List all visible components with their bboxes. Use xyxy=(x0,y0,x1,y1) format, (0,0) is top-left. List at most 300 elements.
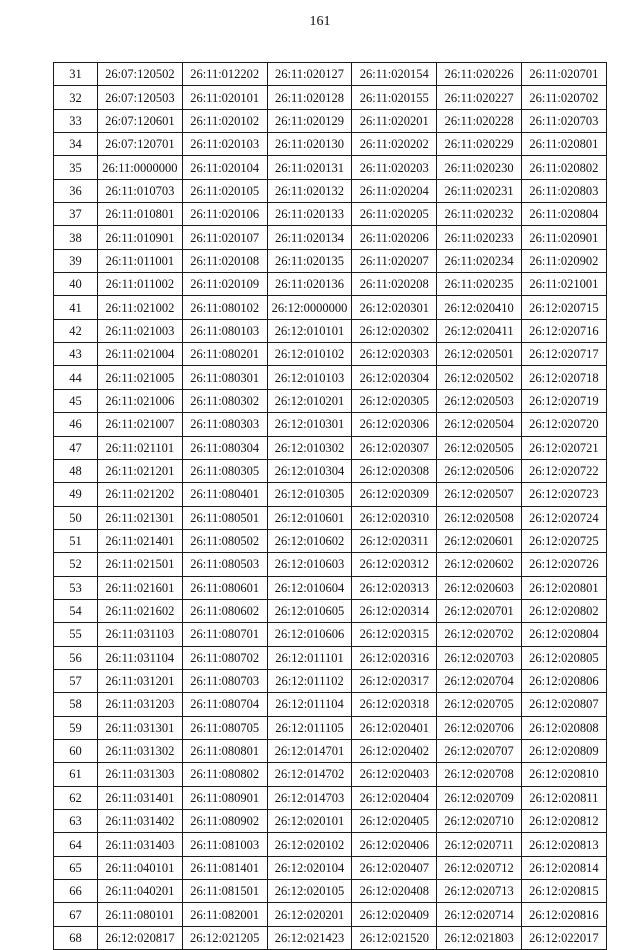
row-number-cell: 58 xyxy=(54,693,98,716)
cadastral-code-cell: 26:12:020701 xyxy=(437,599,522,622)
cadastral-code-cell: 26:11:020901 xyxy=(521,226,606,249)
cadastral-code-cell: 26:11:080305 xyxy=(182,459,267,482)
cadastral-code-cell: 26:12:020408 xyxy=(352,880,437,903)
cadastral-code-cell: 26:12:020806 xyxy=(521,669,606,692)
cadastral-code-cell: 26:11:031402 xyxy=(98,810,183,833)
cadastral-code-cell: 26:11:031301 xyxy=(98,716,183,739)
cadastral-code-cell: 26:12:011105 xyxy=(267,716,352,739)
cadastral-code-cell: 26:12:020815 xyxy=(521,880,606,903)
cadastral-code-cell: 26:11:020109 xyxy=(182,273,267,296)
cadastral-code-cell: 26:11:020235 xyxy=(437,273,522,296)
cadastral-code-cell: 26:12:014703 xyxy=(267,786,352,809)
cadastral-code-cell: 26:11:020804 xyxy=(521,203,606,226)
cadastral-code-cell: 26:12:020404 xyxy=(352,786,437,809)
cadastral-code-cell: 26:12:020711 xyxy=(437,833,522,856)
cadastral-code-cell: 26:12:020403 xyxy=(352,763,437,786)
table-row xyxy=(54,810,607,833)
cadastral-code-cell: 26:11:020136 xyxy=(267,273,352,296)
cadastral-code-cell: 26:12:020303 xyxy=(352,343,437,366)
cadastral-code-cell: 26:12:021803 xyxy=(437,926,522,949)
cadastral-code-cell: 26:12:020714 xyxy=(437,903,522,926)
row-number-cell: 56 xyxy=(54,646,98,669)
cadastral-code-cell: 26:11:080702 xyxy=(182,646,267,669)
cadastral-code-cell: 26:12:020305 xyxy=(352,389,437,412)
cadastral-code-cell: 26:12:020306 xyxy=(352,413,437,436)
cadastral-code-cell: 26:12:020601 xyxy=(437,529,522,552)
cadastral-code-cell: 26:11:020203 xyxy=(352,156,437,179)
table-row xyxy=(54,646,607,669)
cadastral-code-cell: 26:12:0000000 xyxy=(267,296,352,319)
table-row xyxy=(54,856,607,879)
cadastral-code-cell: 26:12:010606 xyxy=(267,623,352,646)
cadastral-code-cell: 26:12:010302 xyxy=(267,436,352,459)
row-number-cell: 57 xyxy=(54,669,98,692)
cadastral-code-cell: 26:11:081003 xyxy=(182,833,267,856)
cadastral-code-cell: 26:11:040201 xyxy=(98,880,183,903)
cadastral-code-cell: 26:11:020703 xyxy=(521,109,606,132)
table-row xyxy=(54,63,607,86)
cadastral-code-cell: 26:12:020814 xyxy=(521,856,606,879)
cadastral-code-cell: 26:12:020715 xyxy=(521,296,606,319)
cadastral-code-cell: 26:12:011101 xyxy=(267,646,352,669)
table-row xyxy=(54,693,607,716)
cadastral-code-cell: 26:12:020311 xyxy=(352,529,437,552)
cadastral-code-cell: 26:11:021001 xyxy=(521,273,606,296)
row-number-cell: 48 xyxy=(54,459,98,482)
table-row xyxy=(54,763,607,786)
cadastral-code-cell: 26:11:020101 xyxy=(182,86,267,109)
cadastral-code-cell: 26:07:120701 xyxy=(98,133,183,156)
row-number-cell: 40 xyxy=(54,273,98,296)
cadastral-code-cell: 26:12:020704 xyxy=(437,669,522,692)
cadastral-code-cell: 26:11:031103 xyxy=(98,623,183,646)
cadastral-code-cell: 26:11:0000000 xyxy=(98,156,183,179)
row-number-cell: 38 xyxy=(54,226,98,249)
row-number-cell: 41 xyxy=(54,296,98,319)
cadastral-code-cell: 26:12:020720 xyxy=(521,413,606,436)
row-number-cell: 39 xyxy=(54,249,98,272)
cadastral-code-cell: 26:11:020208 xyxy=(352,273,437,296)
cadastral-code-cell: 26:11:010901 xyxy=(98,226,183,249)
cadastral-code-cell: 26:12:020810 xyxy=(521,763,606,786)
cadastral-code-cell: 26:12:020101 xyxy=(267,810,352,833)
row-number-cell: 66 xyxy=(54,880,98,903)
table-row xyxy=(54,296,607,319)
table-row xyxy=(54,483,607,506)
cadastral-code-cell: 26:11:021003 xyxy=(98,319,183,342)
cadastral-code-cell: 26:12:020708 xyxy=(437,763,522,786)
row-number-cell: 65 xyxy=(54,856,98,879)
cadastral-code-cell: 26:11:020234 xyxy=(437,249,522,272)
table-row xyxy=(54,459,607,482)
cadastral-code-cell: 26:12:020506 xyxy=(437,459,522,482)
cadastral-code-cell: 26:11:020227 xyxy=(437,86,522,109)
cadastral-code-cell: 26:12:020401 xyxy=(352,716,437,739)
cadastral-code-cell: 26:11:080701 xyxy=(182,623,267,646)
cadastral-code-cell: 26:12:020410 xyxy=(437,296,522,319)
cadastral-code-cell: 26:11:020228 xyxy=(437,109,522,132)
cadastral-code-cell: 26:11:080601 xyxy=(182,576,267,599)
cadastral-code-cell: 26:11:020108 xyxy=(182,249,267,272)
row-number-cell: 32 xyxy=(54,86,98,109)
cadastral-code-cell: 26:12:020503 xyxy=(437,389,522,412)
row-number-cell: 55 xyxy=(54,623,98,646)
cadastral-code-cell: 26:12:020809 xyxy=(521,739,606,762)
cadastral-code-cell: 26:12:020816 xyxy=(521,903,606,926)
table-row xyxy=(54,226,607,249)
cadastral-code-cell: 26:12:020201 xyxy=(267,903,352,926)
cadastral-code-cell: 26:12:020309 xyxy=(352,483,437,506)
table-row xyxy=(54,366,607,389)
cadastral-code-cell: 26:11:020701 xyxy=(521,63,606,86)
cadastral-code-cell: 26:11:031201 xyxy=(98,669,183,692)
cadastral-code-cell: 26:11:020135 xyxy=(267,249,352,272)
cadastral-code-cell: 26:12:020712 xyxy=(437,856,522,879)
cadastral-code-cell: 26:11:020128 xyxy=(267,86,352,109)
row-number-cell: 60 xyxy=(54,739,98,762)
cadastral-code-cell: 26:12:020402 xyxy=(352,739,437,762)
cadastral-code-cell: 26:12:020811 xyxy=(521,786,606,809)
cadastral-code-cell: 26:11:020105 xyxy=(182,179,267,202)
cadastral-code-cell: 26:11:080501 xyxy=(182,506,267,529)
table-row xyxy=(54,576,607,599)
cadastral-code-cell: 26:12:020603 xyxy=(437,576,522,599)
cadastral-code-cell: 26:11:080704 xyxy=(182,693,267,716)
table-row xyxy=(54,716,607,739)
row-number-cell: 62 xyxy=(54,786,98,809)
cadastral-code-cell: 26:12:020313 xyxy=(352,576,437,599)
cadastral-code-cell: 26:12:010301 xyxy=(267,413,352,436)
cadastral-code-cell: 26:12:020318 xyxy=(352,693,437,716)
cadastral-code-cell: 26:11:021007 xyxy=(98,413,183,436)
cadastral-code-cell: 26:12:020722 xyxy=(521,459,606,482)
cadastral-code-cell: 26:12:020308 xyxy=(352,459,437,482)
cadastral-code-cell: 26:12:020725 xyxy=(521,529,606,552)
cadastral-code-cell: 26:11:020233 xyxy=(437,226,522,249)
cadastral-code-cell: 26:12:014701 xyxy=(267,739,352,762)
cadastral-code-cell: 26:11:031302 xyxy=(98,739,183,762)
cadastral-code-cell: 26:12:020409 xyxy=(352,903,437,926)
cadastral-code-cell: 26:11:080101 xyxy=(98,903,183,926)
cadastral-code-cell: 26:12:010304 xyxy=(267,459,352,482)
row-number-cell: 51 xyxy=(54,529,98,552)
cadastral-code-cell: 26:12:020716 xyxy=(521,319,606,342)
cadastral-code-cell: 26:12:020411 xyxy=(437,319,522,342)
row-number-cell: 31 xyxy=(54,63,98,86)
cadastral-code-cell: 26:11:021301 xyxy=(98,506,183,529)
cadastral-code-cell: 26:12:020315 xyxy=(352,623,437,646)
cadastral-code-cell: 26:11:020204 xyxy=(352,179,437,202)
cadastral-code-cell: 26:11:081401 xyxy=(182,856,267,879)
cadastral-code-cell: 26:12:020507 xyxy=(437,483,522,506)
cadastral-code-cell: 26:11:031303 xyxy=(98,763,183,786)
cadastral-code-cell: 26:11:080303 xyxy=(182,413,267,436)
cadastral-code-cell: 26:11:080801 xyxy=(182,739,267,762)
cadastral-code-cell: 26:11:020229 xyxy=(437,133,522,156)
cadastral-code-cell: 26:11:020107 xyxy=(182,226,267,249)
cadastral-code-cell: 26:12:021520 xyxy=(352,926,437,949)
cadastral-quarters-table xyxy=(53,62,607,950)
cadastral-code-cell: 26:12:020405 xyxy=(352,810,437,833)
table-row xyxy=(54,156,607,179)
cadastral-code-cell: 26:11:020205 xyxy=(352,203,437,226)
cadastral-code-cell: 26:11:021004 xyxy=(98,343,183,366)
cadastral-code-cell: 26:12:020104 xyxy=(267,856,352,879)
cadastral-code-cell: 26:12:020813 xyxy=(521,833,606,856)
table-row xyxy=(54,389,607,412)
table-row xyxy=(54,273,607,296)
cadastral-code-cell: 26:12:020801 xyxy=(521,576,606,599)
cadastral-code-cell: 26:11:020131 xyxy=(267,156,352,179)
cadastral-code-cell: 26:11:020155 xyxy=(352,86,437,109)
cadastral-code-cell: 26:11:020130 xyxy=(267,133,352,156)
cadastral-code-cell: 26:11:080902 xyxy=(182,810,267,833)
cadastral-code-cell: 26:12:020808 xyxy=(521,716,606,739)
cadastral-code-cell: 26:12:020706 xyxy=(437,716,522,739)
cadastral-code-cell: 26:11:010801 xyxy=(98,203,183,226)
row-number-cell: 64 xyxy=(54,833,98,856)
row-number-cell: 52 xyxy=(54,553,98,576)
cadastral-code-cell: 26:11:080802 xyxy=(182,763,267,786)
cadastral-code-cell: 26:07:120502 xyxy=(98,63,183,86)
cadastral-code-cell: 26:12:011104 xyxy=(267,693,352,716)
cadastral-code-cell: 26:12:010201 xyxy=(267,389,352,412)
table-row xyxy=(54,506,607,529)
table-row xyxy=(54,599,607,622)
page-number: 161 xyxy=(309,14,331,29)
cadastral-code-cell: 26:11:081501 xyxy=(182,880,267,903)
cadastral-code-cell: 26:11:021005 xyxy=(98,366,183,389)
cadastral-code-cell: 26:12:020505 xyxy=(437,436,522,459)
row-number-cell: 46 xyxy=(54,413,98,436)
table-row xyxy=(54,436,607,459)
cadastral-code-cell: 26:12:020501 xyxy=(437,343,522,366)
cadastral-code-cell: 26:11:021101 xyxy=(98,436,183,459)
cadastral-code-cell: 26:12:020102 xyxy=(267,833,352,856)
cadastral-code-cell: 26:11:080302 xyxy=(182,389,267,412)
cadastral-code-cell: 26:11:080602 xyxy=(182,599,267,622)
cadastral-code-cell: 26:11:031203 xyxy=(98,693,183,716)
table-row xyxy=(54,833,607,856)
cadastral-code-cell: 26:12:020705 xyxy=(437,693,522,716)
cadastral-code-cell: 26:12:020508 xyxy=(437,506,522,529)
cadastral-code-cell: 26:12:020709 xyxy=(437,786,522,809)
cadastral-code-cell: 26:07:120503 xyxy=(98,86,183,109)
table-row xyxy=(54,343,607,366)
cadastral-code-cell: 26:11:080901 xyxy=(182,786,267,809)
cadastral-code-cell: 26:11:021501 xyxy=(98,553,183,576)
cadastral-code-cell: 26:12:020310 xyxy=(352,506,437,529)
cadastral-code-cell: 26:12:022017 xyxy=(521,926,606,949)
row-number-cell: 50 xyxy=(54,506,98,529)
cadastral-code-cell: 26:11:040101 xyxy=(98,856,183,879)
cadastral-code-cell: 26:12:020717 xyxy=(521,343,606,366)
row-number-cell: 61 xyxy=(54,763,98,786)
table-row xyxy=(54,413,607,436)
cadastral-code-cell: 26:12:020316 xyxy=(352,646,437,669)
cadastral-code-cell: 26:12:020718 xyxy=(521,366,606,389)
table-row xyxy=(54,739,607,762)
cadastral-code-cell: 26:12:020407 xyxy=(352,856,437,879)
row-number-cell: 36 xyxy=(54,179,98,202)
table-row xyxy=(54,319,607,342)
cadastral-code-cell: 26:11:012202 xyxy=(182,63,267,86)
cadastral-code-cell: 26:12:020302 xyxy=(352,319,437,342)
row-number-cell: 68 xyxy=(54,926,98,949)
table-row xyxy=(54,86,607,109)
row-number-cell: 44 xyxy=(54,366,98,389)
cadastral-code-cell: 26:11:031401 xyxy=(98,786,183,809)
cadastral-code-cell: 26:11:020127 xyxy=(267,63,352,86)
row-number-cell: 47 xyxy=(54,436,98,459)
cadastral-code-cell: 26:12:020807 xyxy=(521,693,606,716)
cadastral-code-cell: 26:11:020201 xyxy=(352,109,437,132)
cadastral-code-cell: 26:11:021601 xyxy=(98,576,183,599)
cadastral-code-cell: 26:11:082001 xyxy=(182,903,267,926)
cadastral-code-cell: 26:11:080304 xyxy=(182,436,267,459)
cadastral-code-cell: 26:11:080503 xyxy=(182,553,267,576)
cadastral-code-cell: 26:11:020902 xyxy=(521,249,606,272)
cadastral-code-cell: 26:12:020502 xyxy=(437,366,522,389)
cadastral-code-cell: 26:11:021006 xyxy=(98,389,183,412)
table-row xyxy=(54,903,607,926)
table-row xyxy=(54,623,607,646)
cadastral-code-cell: 26:11:020206 xyxy=(352,226,437,249)
cadastral-code-cell: 26:12:020707 xyxy=(437,739,522,762)
cadastral-code-cell: 26:11:020134 xyxy=(267,226,352,249)
cadastral-code-cell: 26:11:020102 xyxy=(182,109,267,132)
cadastral-code-cell: 26:12:020802 xyxy=(521,599,606,622)
cadastral-code-cell: 26:12:021205 xyxy=(182,926,267,949)
cadastral-code-cell: 26:11:020801 xyxy=(521,133,606,156)
table-row xyxy=(54,553,607,576)
cadastral-code-cell: 26:12:020602 xyxy=(437,553,522,576)
cadastral-code-cell: 26:11:020230 xyxy=(437,156,522,179)
cadastral-code-cell: 26:12:010601 xyxy=(267,506,352,529)
cadastral-code-cell: 26:12:020702 xyxy=(437,623,522,646)
cadastral-code-cell: 26:11:020133 xyxy=(267,203,352,226)
cadastral-code-cell: 26:11:080201 xyxy=(182,343,267,366)
cadastral-code-cell: 26:12:010603 xyxy=(267,553,352,576)
table-row xyxy=(54,249,607,272)
cadastral-code-cell: 26:11:080301 xyxy=(182,366,267,389)
cadastral-code-cell: 26:11:031403 xyxy=(98,833,183,856)
cadastral-code-cell: 26:12:020724 xyxy=(521,506,606,529)
cadastral-code-cell: 26:12:020812 xyxy=(521,810,606,833)
cadastral-code-cell: 26:11:020132 xyxy=(267,179,352,202)
cadastral-code-cell: 26:12:020304 xyxy=(352,366,437,389)
cadastral-code-cell: 26:11:020202 xyxy=(352,133,437,156)
cadastral-code-cell: 26:12:020804 xyxy=(521,623,606,646)
cadastral-code-cell: 26:12:020314 xyxy=(352,599,437,622)
row-number-cell: 35 xyxy=(54,156,98,179)
cadastral-code-cell: 26:12:010604 xyxy=(267,576,352,599)
cadastral-code-cell: 26:11:021401 xyxy=(98,529,183,552)
cadastral-code-cell: 26:12:020719 xyxy=(521,389,606,412)
row-number-cell: 59 xyxy=(54,716,98,739)
cadastral-code-cell: 26:12:010103 xyxy=(267,366,352,389)
table-row xyxy=(54,529,607,552)
table-row xyxy=(54,880,607,903)
cadastral-code-cell: 26:12:020703 xyxy=(437,646,522,669)
row-number-cell: 37 xyxy=(54,203,98,226)
cadastral-code-cell: 26:11:020702 xyxy=(521,86,606,109)
cadastral-code-cell: 26:11:021202 xyxy=(98,483,183,506)
cadastral-code-cell: 26:12:010305 xyxy=(267,483,352,506)
cadastral-code-cell: 26:12:020105 xyxy=(267,880,352,903)
cadastral-code-cell: 26:11:080103 xyxy=(182,319,267,342)
row-number-cell: 43 xyxy=(54,343,98,366)
cadastral-code-cell: 26:11:080502 xyxy=(182,529,267,552)
table-body xyxy=(54,63,607,950)
cadastral-code-cell: 26:11:020129 xyxy=(267,109,352,132)
cadastral-code-cell: 26:12:020817 xyxy=(98,926,183,949)
cadastral-code-cell: 26:11:080401 xyxy=(182,483,267,506)
cadastral-code-cell: 26:12:020723 xyxy=(521,483,606,506)
cadastral-code-cell: 26:12:020301 xyxy=(352,296,437,319)
cadastral-code-cell: 26:12:021423 xyxy=(267,926,352,949)
cadastral-code-cell: 26:12:011102 xyxy=(267,669,352,692)
cadastral-code-cell: 26:11:031104 xyxy=(98,646,183,669)
row-number-cell: 53 xyxy=(54,576,98,599)
cadastral-code-cell: 26:11:011001 xyxy=(98,249,183,272)
cadastral-code-cell: 26:11:021602 xyxy=(98,599,183,622)
table-row xyxy=(54,203,607,226)
row-number-cell: 67 xyxy=(54,903,98,926)
cadastral-code-cell: 26:12:010602 xyxy=(267,529,352,552)
cadastral-code-cell: 26:12:010102 xyxy=(267,343,352,366)
cadastral-code-cell: 26:11:020232 xyxy=(437,203,522,226)
cadastral-code-cell: 26:12:014702 xyxy=(267,763,352,786)
cadastral-code-cell: 26:12:020713 xyxy=(437,880,522,903)
cadastral-code-cell: 26:11:020154 xyxy=(352,63,437,86)
cadastral-code-cell: 26:11:010703 xyxy=(98,179,183,202)
cadastral-code-cell: 26:11:021002 xyxy=(98,296,183,319)
cadastral-code-cell: 26:11:020226 xyxy=(437,63,522,86)
cadastral-code-cell: 26:11:020231 xyxy=(437,179,522,202)
cadastral-code-cell: 26:12:020317 xyxy=(352,669,437,692)
table-row xyxy=(54,179,607,202)
cadastral-code-cell: 26:12:020312 xyxy=(352,553,437,576)
cadastral-code-cell: 26:12:010605 xyxy=(267,599,352,622)
cadastral-code-cell: 26:12:020726 xyxy=(521,553,606,576)
row-number-cell: 33 xyxy=(54,109,98,132)
cadastral-code-cell: 26:11:080703 xyxy=(182,669,267,692)
row-number-cell: 45 xyxy=(54,389,98,412)
cadastral-code-cell: 26:11:011002 xyxy=(98,273,183,296)
cadastral-code-cell: 26:12:020406 xyxy=(352,833,437,856)
cadastral-code-cell: 26:12:020805 xyxy=(521,646,606,669)
cadastral-code-cell: 26:11:020104 xyxy=(182,156,267,179)
cadastral-code-cell: 26:12:020504 xyxy=(437,413,522,436)
table-row xyxy=(54,669,607,692)
row-number-cell: 34 xyxy=(54,133,98,156)
table-row xyxy=(54,926,607,949)
cadastral-code-cell: 26:11:020802 xyxy=(521,156,606,179)
cadastral-code-cell: 26:11:020103 xyxy=(182,133,267,156)
cadastral-code-cell: 26:11:020106 xyxy=(182,203,267,226)
row-number-cell: 49 xyxy=(54,483,98,506)
row-number-cell: 42 xyxy=(54,319,98,342)
cadastral-code-cell: 26:12:020710 xyxy=(437,810,522,833)
cadastral-code-cell: 26:11:021201 xyxy=(98,459,183,482)
table-row xyxy=(54,786,607,809)
cadastral-code-cell: 26:12:020721 xyxy=(521,436,606,459)
table-row xyxy=(54,109,607,132)
cadastral-code-cell: 26:11:020207 xyxy=(352,249,437,272)
cadastral-code-cell: 26:11:080705 xyxy=(182,716,267,739)
row-number-cell: 54 xyxy=(54,599,98,622)
